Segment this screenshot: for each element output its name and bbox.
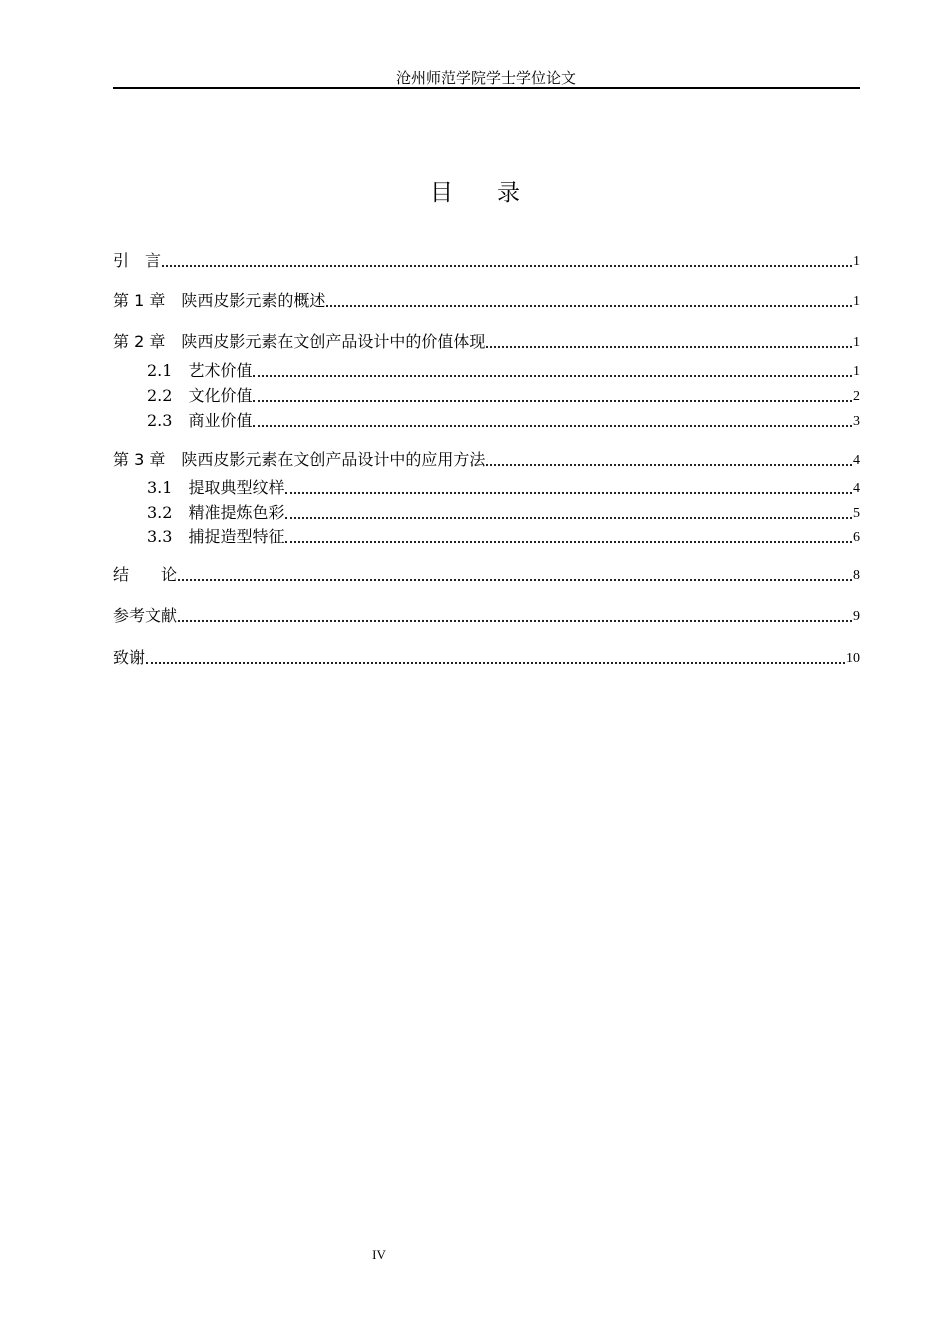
header-rule — [113, 87, 860, 89]
toc-label: 第 2 章 陕西皮影元素在文创产品设计中的价值体现 — [113, 332, 486, 351]
toc-page-number: 3 — [853, 414, 860, 429]
toc-entry-intro[interactable] — [113, 248, 860, 272]
toc-leader-dots — [253, 400, 852, 402]
toc-label: 致谢 — [113, 648, 146, 667]
page-number-footer: IV — [372, 1247, 386, 1262]
toc-label: 第 3 章 陕西皮影元素在文创产品设计中的应用方法 — [113, 450, 486, 469]
toc-page-number: 1 — [853, 335, 860, 350]
toc-entry-conclusion[interactable] — [113, 562, 860, 586]
toc-leader-dots — [326, 305, 852, 307]
toc-entry-chapter-2[interactable] — [113, 329, 860, 353]
toc-leader-dots — [253, 375, 852, 377]
toc-entry-section-2-2[interactable] — [147, 383, 860, 407]
toc-leader-dots — [285, 517, 852, 519]
toc-label: 3.2 精准提炼色彩 — [147, 503, 285, 522]
toc-leader-dots — [285, 541, 852, 543]
toc-leader-dots — [253, 425, 852, 427]
toc-entry-chapter-3[interactable] — [113, 447, 860, 471]
toc-page-number: 6 — [853, 530, 860, 545]
page-title: 目录 — [430, 180, 564, 206]
toc-label: 第 1 章 陕西皮影元素的概述 — [113, 291, 326, 310]
toc-label: 3.3 捕捉造型特征 — [147, 527, 285, 546]
toc-entry-section-3-2[interactable] — [147, 500, 860, 524]
toc-page-number: 1 — [853, 294, 860, 309]
toc-leader-dots — [162, 265, 852, 267]
toc-label: 引 言 — [113, 251, 162, 270]
toc-label: 2.1 艺术价值 — [147, 361, 253, 380]
toc-entry-acknowledgements[interactable] — [113, 645, 860, 669]
toc-entry-section-3-1[interactable] — [147, 475, 860, 499]
toc-page-number: 1 — [853, 254, 860, 269]
toc-label: 参考文献 — [113, 606, 178, 625]
toc-page-number: 4 — [853, 481, 860, 496]
toc-leader-dots — [178, 579, 852, 581]
toc-page-number: 5 — [853, 506, 860, 521]
running-header: 沧州师范学院学士学位论文 — [395, 69, 576, 87]
toc-leader-dots — [486, 346, 852, 348]
toc-label: 2.2 文化价值 — [147, 386, 253, 405]
toc-label: 2.3 商业价值 — [147, 411, 253, 430]
toc-entry-section-2-3[interactable] — [147, 408, 860, 432]
toc-label: 3.1 提取典型纹样 — [147, 478, 285, 497]
toc-entry-references[interactable] — [113, 603, 860, 627]
toc-page-number: 9 — [853, 609, 860, 624]
toc-entry-section-3-3[interactable] — [147, 524, 860, 548]
toc-label: 结 论 — [113, 565, 178, 584]
toc-leader-dots — [178, 620, 852, 622]
toc-leader-dots — [285, 492, 852, 494]
toc-page-number: 1 — [853, 364, 860, 379]
toc-leader-dots — [486, 464, 852, 466]
toc-entry-section-2-1[interactable] — [147, 358, 860, 382]
toc-page-number: 10 — [846, 651, 860, 666]
toc-page-number: 4 — [853, 453, 860, 468]
toc-entry-chapter-1[interactable] — [113, 288, 860, 312]
toc-page-number: 2 — [853, 389, 860, 404]
toc-leader-dots — [146, 662, 845, 664]
toc-page-number: 8 — [853, 568, 860, 583]
